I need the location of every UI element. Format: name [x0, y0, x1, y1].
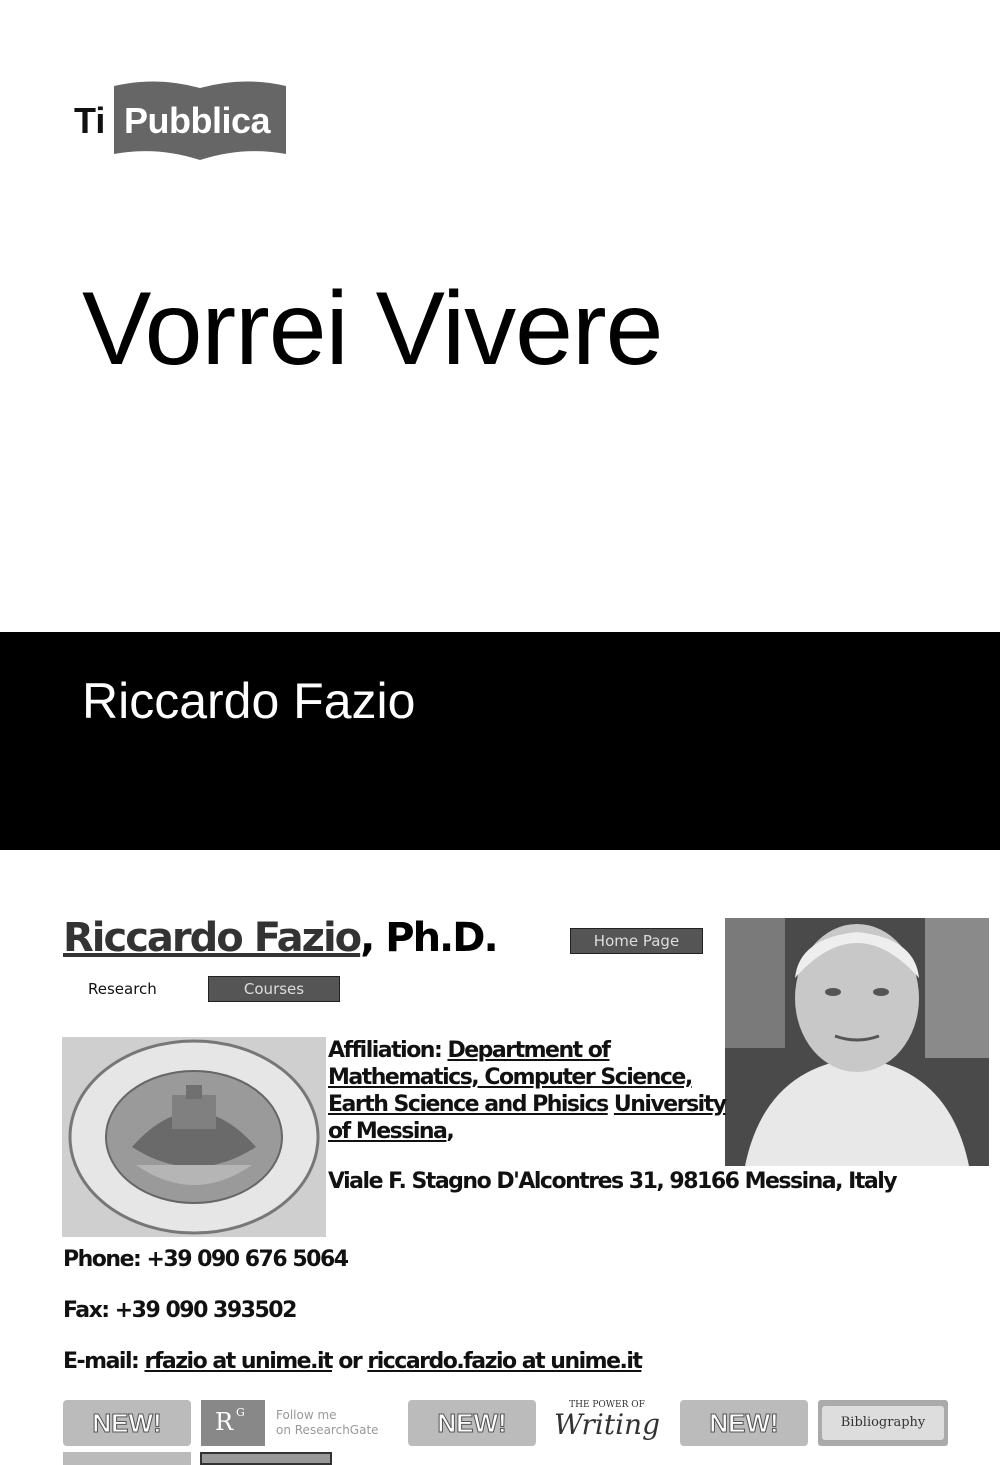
affiliation-label: Affiliation:: [328, 1038, 442, 1063]
bibliography-badge[interactable]: [818, 1400, 948, 1446]
bibliography-text: Bibliography: [822, 1406, 944, 1440]
next-row-badge-2: [200, 1452, 332, 1465]
rg-follow: Follow me: [276, 1408, 337, 1422]
phone-number: +39 090 676 5064: [146, 1247, 348, 1272]
researchgate-badge[interactable]: [200, 1400, 400, 1446]
email-label: E-mail:: [63, 1349, 139, 1374]
author-band: [0, 632, 1000, 850]
new-badge-text: NEW!: [92, 1408, 162, 1438]
phone-line: [63, 1246, 348, 1273]
author-name: Riccardo Fazio: [82, 673, 416, 729]
university-seal-image: [62, 1037, 326, 1237]
writing-text: Writing: [553, 1408, 661, 1441]
new-badge-3[interactable]: [680, 1400, 808, 1446]
new-badge-2[interactable]: [408, 1400, 536, 1446]
power-of-writing-badge[interactable]: [542, 1400, 672, 1446]
book-title: Vorrei Vivere: [82, 271, 663, 387]
researchgate-icon: [201, 1400, 265, 1446]
logo-ti-text: Ti: [74, 100, 106, 141]
rg-letter: R: [215, 1408, 234, 1436]
profile-photo: [725, 918, 989, 1166]
email-or: or: [338, 1349, 362, 1374]
fax-line: [63, 1297, 296, 1324]
email-link-2[interactable]: riccardo.fazio at unime.it: [367, 1349, 642, 1374]
rg-text: [276, 1408, 379, 1438]
profile-name-link[interactable]: Riccardo Fazio: [63, 915, 361, 961]
address-text: Viale F. Stagno D'Alcontres 31, 98166 Messina, Italy: [328, 1169, 897, 1194]
profile-name: [63, 915, 497, 961]
profile-name-suffix: , Ph.D.: [360, 915, 497, 961]
new-badge-text: NEW!: [709, 1408, 779, 1438]
writing-top: THE POWER OF: [569, 1400, 645, 1410]
department-link[interactable]: Department of Mathematics, Computer Science, Earth Science and Phisics: [328, 1038, 692, 1117]
university-link[interactable]: University of Messina: [328, 1092, 726, 1144]
new-badge-text: NEW!: [437, 1408, 507, 1438]
rg-on: on ResearchGate: [276, 1423, 379, 1437]
affiliation-block: Affiliation: Department of Mathematics, Computer Science, Earth Science and Phisics University of Messina,: [328, 1038, 726, 1144]
phone-label: Phone:: [63, 1247, 141, 1272]
fax-label: Fax:: [63, 1298, 109, 1323]
courses-button[interactable]: Courses: [208, 976, 340, 1002]
email-link-1[interactable]: rfazio at unime.it: [144, 1349, 333, 1374]
home-page-button[interactable]: Home Page: [570, 928, 703, 954]
rg-sup: G: [236, 1406, 245, 1419]
publisher-logo: [74, 80, 289, 160]
fax-number: +39 090 393502: [114, 1298, 296, 1323]
research-link[interactable]: Research: [88, 980, 157, 998]
new-badge-1[interactable]: [63, 1400, 191, 1446]
logo-pubblica-text: Pubblica: [124, 100, 271, 141]
next-row-badge-1: [63, 1452, 191, 1465]
email-line: [63, 1348, 641, 1375]
